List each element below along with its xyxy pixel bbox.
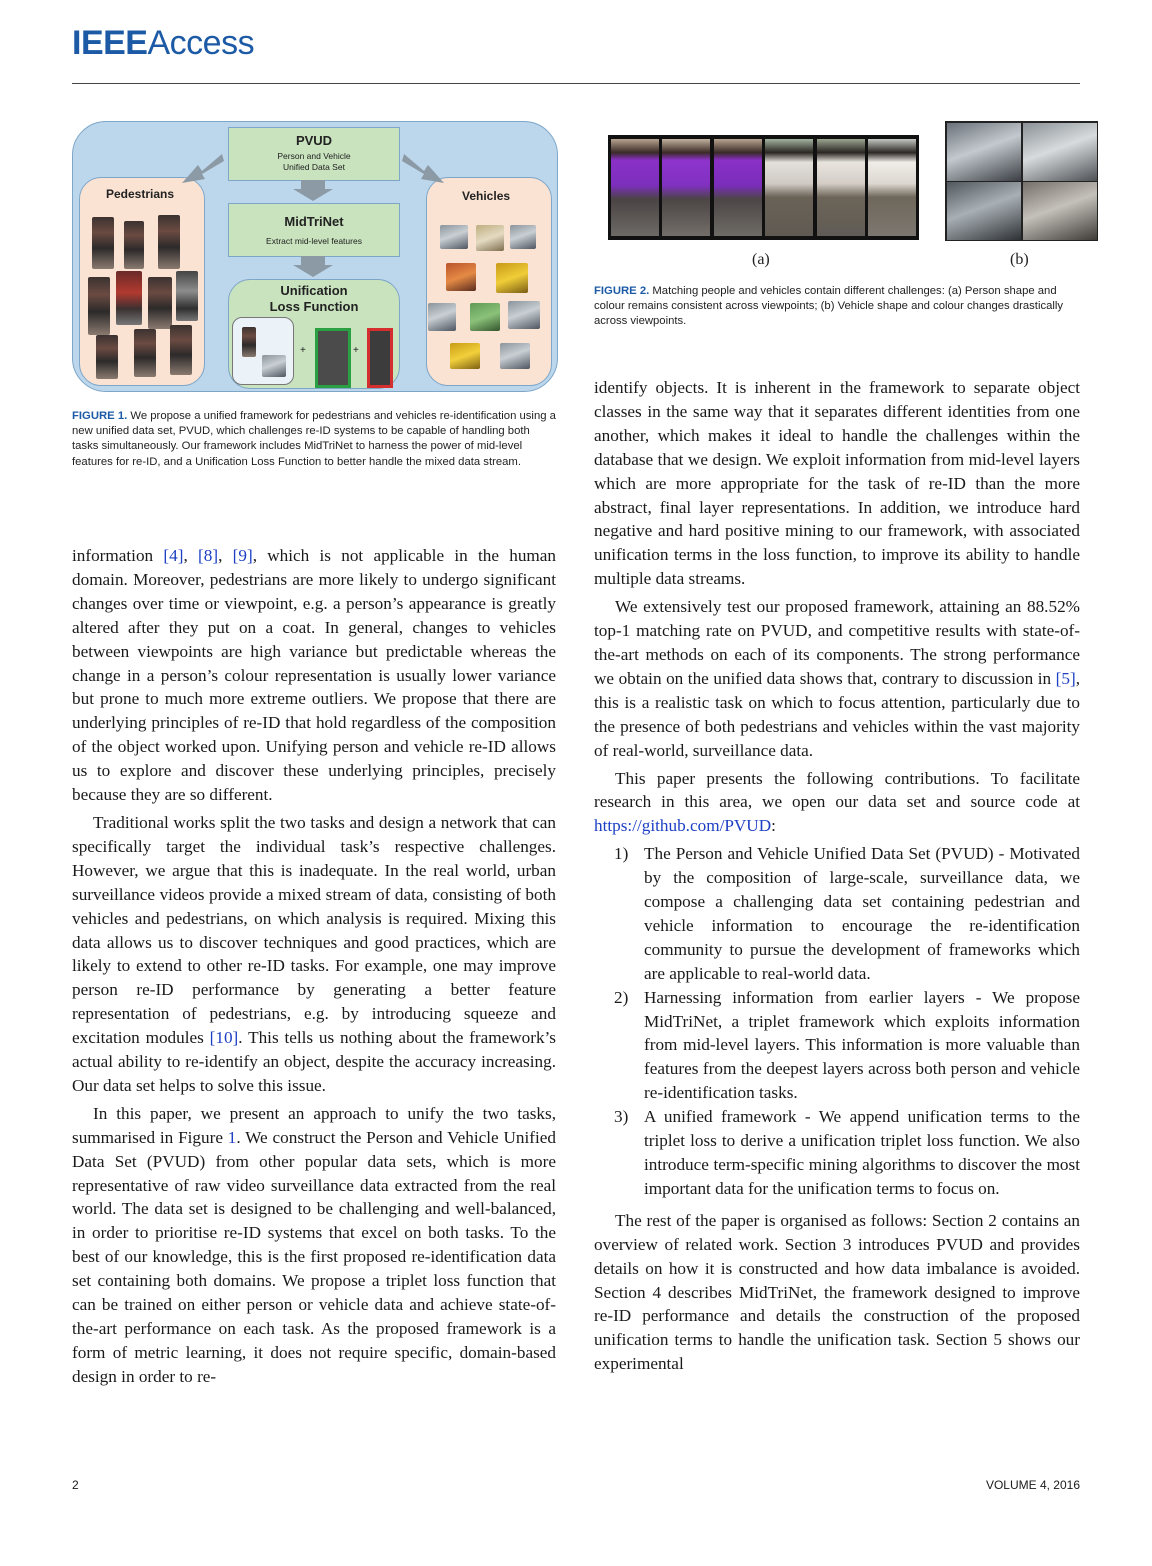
pedestrians-panel-title: Pedestrians <box>106 187 175 201</box>
text-run: : <box>771 816 776 836</box>
right-paragraph-1: identify objects. It is inherent in the framework to separate object classes in the same way that it separates different identities from one another, which makes it ideal to handle the challenges within the database that we design. We exploit information from mid-level layers which are more appropriate for the task of re-ID than the more abstract, final layer representations. In addition, we introduce hard negative and hard positive mining to our framework, with associated unification terms in the loss function, to improve its ability to handle multiple data streams. <box>594 378 1080 589</box>
github-link[interactable]: https://github.com/PVUD <box>594 816 772 836</box>
list-item <box>594 1105 1080 1201</box>
text-run: This paper presents the following contributions. To facilitate research in this area, we open our data set and source code at <box>594 768 1080 812</box>
text-run: information <box>72 546 164 565</box>
person-view <box>817 139 865 236</box>
figure-2a-image <box>608 135 919 240</box>
text-run: We extensively test our proposed framework, attaining an 88.52% top-1 matching rate on PVUD, and competitive results with state-of-the-art methods on each of its components. The strong performance we obtain on the unified data shows that, contrary to discussion in <box>594 597 1080 688</box>
figure-2-caption-text: Matching people and vehicles contain different challenges: (a) Person shape and colour remains consistent across viewpoints; (b) Vehicle shape and colour changes drastically across viewpoints. <box>594 285 1064 328</box>
vehicle-view <box>947 182 1021 240</box>
vehicle-view <box>1023 182 1097 240</box>
page-number: 2 <box>72 1478 79 1492</box>
volume-label: VOLUME 4, 2016 <box>985 1478 1080 1492</box>
person-view <box>611 139 659 236</box>
vehicle-view <box>947 123 1021 181</box>
arrow-to-vehicles <box>402 154 444 183</box>
logo-access: Access <box>147 24 255 62</box>
right-paragraph-3 <box>594 767 1080 839</box>
right-column <box>594 376 1080 1376</box>
text-run: . This tells us nothing about the framework’s actual ability to re-identify an object, despite the accuracy increasing. Our data set helps to solve this issue. <box>72 1028 556 1095</box>
figure-2a-label: (a) <box>752 251 770 268</box>
left-paragraph-2 <box>72 811 556 1098</box>
figure-1-caption-label: FIGURE 1. <box>72 410 128 422</box>
figure-2-caption <box>594 284 1080 330</box>
pvud-subtitle-2: Unified Data Set <box>283 162 345 172</box>
left-column <box>72 544 556 1389</box>
text-run: , which is not applicable in the human domain. Moreover, pedestrians are more likely to undergo significant changes over time or viewpoint, e.g. a person’s appearance is greatly altered after they put on a coat. In general, changes to vehicles between viewpoints are high variance but predictable whereas the change in a person’s colour representation is usually lower variance but prone to much more extreme outliers. We propose that there are underlying principles of re-ID that hold regardless of the composition of the object worked upon. Unifying person and vehicle re-ID allows us to explore and discover these underlying principles, precisely because they are so different. <box>72 546 557 805</box>
citation-link[interactable]: [9] <box>232 546 253 565</box>
citation-link[interactable]: [8] <box>198 546 219 565</box>
figure-1-arrows <box>72 121 558 392</box>
right-paragraph-4: The rest of the paper is organised as follows: Section 2 contains an overview of related work. Section 3 introduces PVUD and provides details on how it is constructed and how data imbalance is avoided. Section 4 describes MidTriNet, the framework designed to improve re-ID performance and details the construction of the proposed unification terms to handle the unification task. Section 5 shows our experimental <box>594 1210 1080 1374</box>
pvud-subtitle-1: Person and Vehicle <box>277 151 351 161</box>
citation-link[interactable]: [4] <box>163 546 184 565</box>
arrow-down <box>293 180 333 201</box>
unification-title-2: Loss Function <box>269 299 359 314</box>
left-paragraph-3 <box>72 1102 556 1389</box>
figure-2b-image <box>945 121 1098 241</box>
plus-sign: + <box>353 345 359 356</box>
list-item <box>594 842 1080 985</box>
figure-1-caption-text: We propose a unified framework for pedestrians and vehicles re-identification using a new unified data set, PVUD, which challenges re-ID systems to be capable of handling both tasks simultaneously. Our framework includes MidTriNet to harness the power of mid-level features for re-ID, and a Unification Loss Function to better handle the mixed data stream. <box>72 410 556 468</box>
text-run: , <box>218 546 233 565</box>
list-item <box>594 986 1080 1106</box>
midtrinet-title: MidTriNet <box>284 214 344 229</box>
arrow-down <box>293 256 333 277</box>
figure-2-caption-label: FIGURE 2. <box>594 285 650 297</box>
citation-link[interactable]: [10] <box>209 1028 239 1048</box>
vehicle-view <box>1023 123 1097 181</box>
figure-1 <box>72 121 558 392</box>
arrow-to-pedestrians <box>182 154 224 183</box>
unification-title-1: Unification <box>280 283 348 298</box>
person-view <box>765 139 813 236</box>
journal-logo <box>72 24 254 63</box>
header-divider <box>72 83 1080 84</box>
person-view <box>662 139 710 236</box>
plus-sign: + <box>300 345 306 356</box>
vehicles-panel-title: Vehicles <box>462 189 511 203</box>
list-item-number: 3) <box>614 1107 629 1127</box>
text-run: , this is a realistic task on which to focus attention, particularly due to the presence of both pedestrians and vehicles within the vast majority of real-world, surveillance data. <box>594 668 1080 760</box>
right-paragraph-2 <box>594 595 1080 762</box>
list-item-text: The Person and Vehicle Unified Data Set (PVUD) - Motivated by the composition of large-scale, surveillance data, we compose a challenging data set containing pedestrian and vehicle information to encourage the re-identification community to pursue the development of frameworks which are applicable to real-world data. <box>644 844 1080 983</box>
text-run: In this paper, we present an approach to unify the two tasks, summarised in Figure <box>72 1103 556 1147</box>
text-run: , <box>183 546 199 565</box>
figure-2b-label: (b) <box>1010 251 1029 268</box>
list-item-text: A unified framework - We append unification terms to the triplet loss to derive a unification triplet loss function. We also introduce term-specific mining algorithms to discover the most important data for the unification terms to focus on. <box>644 1107 1080 1198</box>
list-item-number: 1) <box>614 844 629 864</box>
contributions-list <box>594 842 1080 1201</box>
pvud-title: PVUD <box>295 133 333 148</box>
figure-link[interactable]: 1 <box>227 1127 237 1147</box>
logo-ieee: IEEE <box>72 24 148 62</box>
figure-1-caption <box>72 409 558 470</box>
list-item-text: Harnessing information from earlier layers - We propose MidTriNet, a triplet framework which exploits information from mid-level layers. This information is more valuable than features from the deepest layers across both person and vehicle re-identification tasks. <box>644 987 1080 1103</box>
text-run: Traditional works split the two tasks and design a network that can specifically target the individual task’s respective challenges. However, we argue that this is inadequate. In the real world, urban surveillance videos provide a mixed stream of data, consisting of both vehicles and pedestrians, on which analysis is required. Mixing this data allows us to discover techniques and good practices, which are likely to extend to other re-ID tasks. For example, one may improve person re-ID performance by generating a better feature representation of pedestrians, e.g. by introducing squeeze and excitation modules <box>72 812 556 1048</box>
midtrinet-subtitle: Extract mid-level features <box>266 236 362 246</box>
person-view <box>714 139 762 236</box>
person-view <box>868 139 916 236</box>
text-run: . We construct the Person and Vehicle Unified Data Set (PVUD) from other popular data sets, which is more representative of raw video surveillance data extracted from the real world. The data set is designed to be challenging and well-balanced, in order to prioritise re-ID systems that excel on both tasks. To the best of our knowledge, this is the first proposed re-identification data set containing both domains. We propose a triplet loss function that can be trained on either person or vehicle data and achieve state-of-the-art performance on each task. As the proposed framework is a form of metric learning, it does not require specific, domain-based design in order to re- <box>72 1127 556 1386</box>
left-paragraph-1 <box>72 544 556 807</box>
list-item-number: 2) <box>614 987 629 1007</box>
citation-link[interactable]: [5] <box>1055 668 1076 688</box>
